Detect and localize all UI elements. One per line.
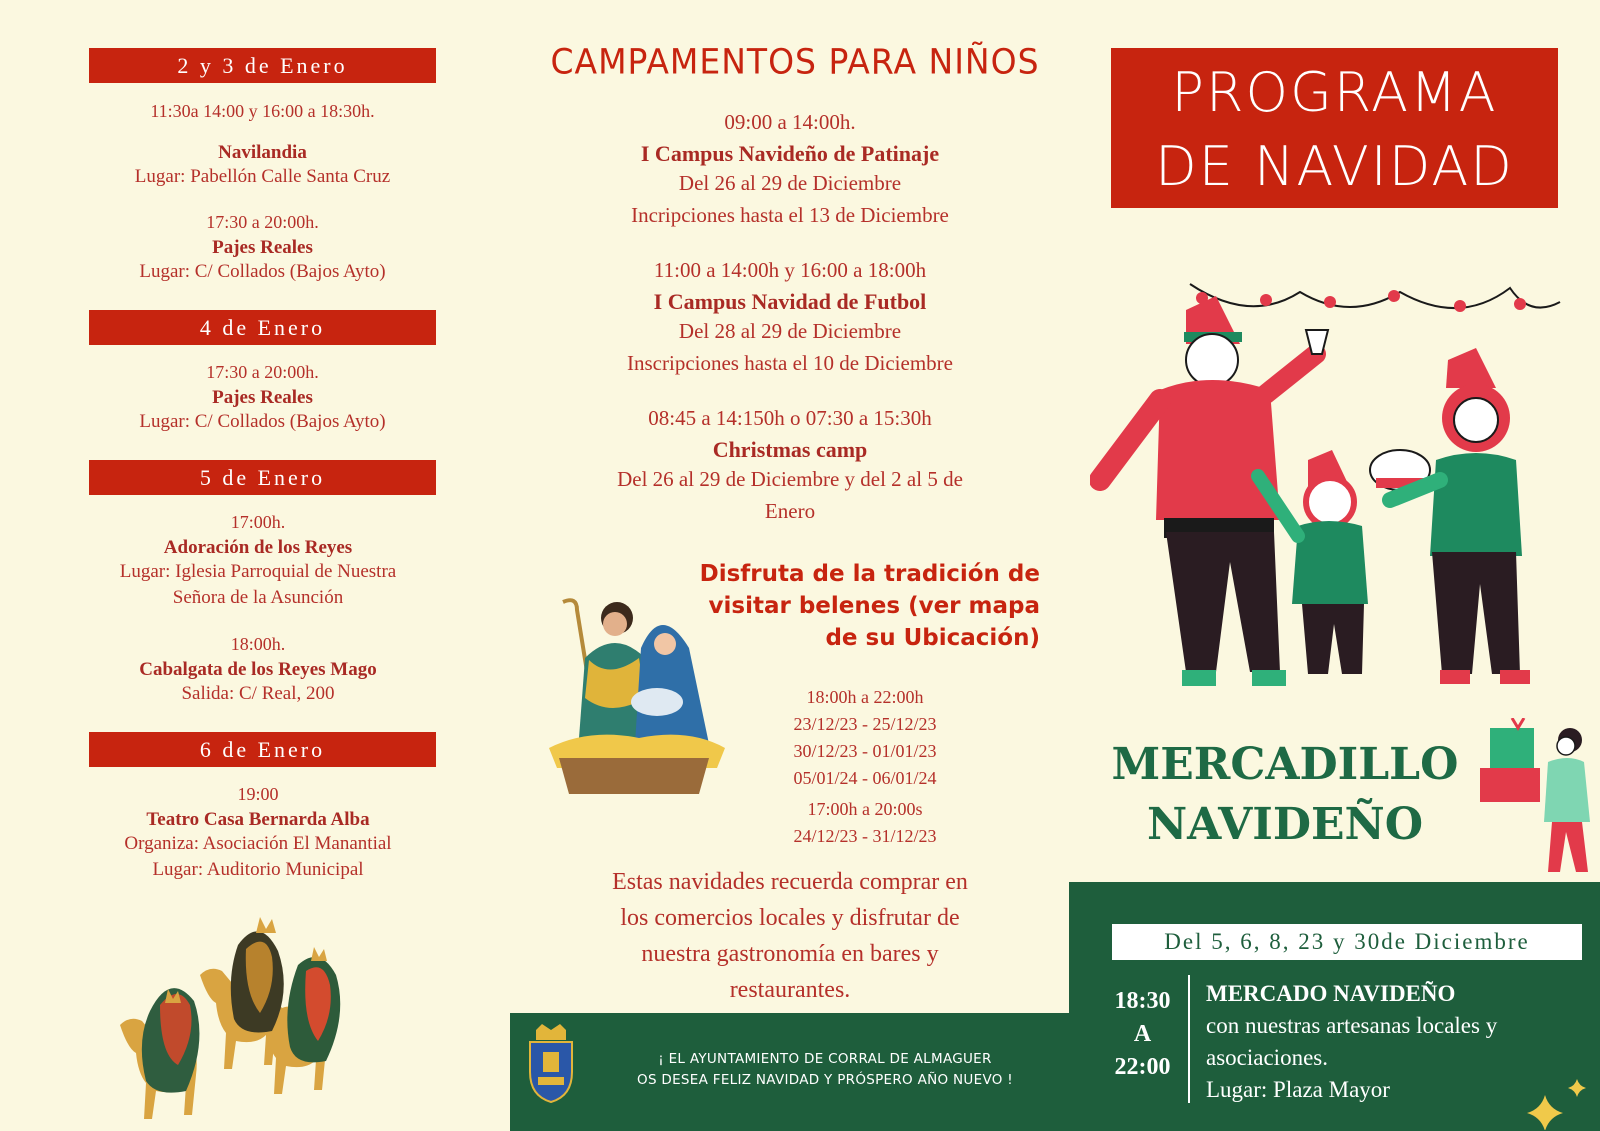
shop-local-message [560, 864, 1020, 1008]
event-location: Lugar: Pabellón Calle Santa Cruz [134, 166, 391, 187]
camp-dates-cont: Enero [764, 499, 816, 523]
camp-title: I Campus Navideño de Patinaje [640, 141, 940, 166]
event-teatro [80, 784, 436, 883]
message-line: nuestra gastronomía en bares y [641, 941, 939, 967]
event-organizer: Organiza: Asociación El Manantial [124, 833, 392, 854]
belenes-title [690, 558, 1040, 654]
event-navilandia [89, 101, 436, 190]
event-adoracion-reyes [80, 512, 436, 611]
event-time: 17:30 a 20:00h. [206, 362, 319, 382]
greeting-line: ¡ EL AYUNTAMIENTO DE CORRAL DE ALMAGUER [658, 1051, 992, 1067]
event-time: 19:00 [237, 784, 279, 804]
camp-dates: Del 26 al 29 de Diciembre y del 2 al 5 de [617, 467, 963, 491]
market-info-line: asociaciones. [1206, 1045, 1328, 1070]
event-time: 17:00h. [230, 512, 286, 532]
camp-dates: Del 28 al 29 de Diciembre [678, 319, 902, 343]
camp-inscription: Inscripciones hasta el 10 de Diciembre [627, 351, 953, 375]
schedule-line: 23/12/23 - 25/12/23 [793, 714, 937, 734]
market-title [1100, 735, 1470, 855]
program-title-line: PROGRAMA [1171, 61, 1498, 124]
schedule-line: 18:00h a 22:00h [806, 687, 924, 707]
event-title: Navilandia [218, 142, 307, 163]
market-dates: Del 5, 6, 8, 23 y 30de Diciembre [1112, 924, 1582, 960]
gift-girl-illustration [1470, 718, 1592, 880]
belenes-title-line: visitar belenes (ver mapa [708, 593, 1040, 619]
message-line: restaurantes. [729, 977, 851, 1003]
schedule-line: 17:00h a 20:00s [807, 799, 923, 819]
market-end-time: 22:00 [1114, 1054, 1171, 1080]
market-title-line: NAVIDEÑO [1146, 799, 1424, 850]
market-info-title: MERCADO NAVIDEÑO [1206, 981, 1456, 1006]
date-header-2-3-enero: 2 y 3 de Enero [89, 48, 436, 83]
belenes-title-line: Disfruta de la tradición de [699, 561, 1040, 587]
event-title: Pajes Reales [212, 237, 313, 258]
camps-title: CAMPAMENTOS PARA NIÑOS [550, 41, 1040, 82]
camp-time: 08:45 a 14:150h o 07:30 a 15:30h [648, 406, 932, 430]
camp-time: 09:00 a 14:00h. [724, 110, 856, 134]
camp-christmas [560, 406, 1020, 527]
greeting-line: OS DESEA FELIZ NAVIDAD Y PRÓSPERO AÑO NUEVO ! [637, 1072, 1013, 1088]
market-start-time: 18:30 [1114, 988, 1171, 1014]
program-title [1111, 56, 1558, 204]
three-kings-illustration [110, 915, 370, 1131]
date-header-6-enero: 6 de Enero [89, 732, 436, 767]
schedule-line: 30/12/23 - 01/01/23 [793, 741, 937, 761]
market-hours [1105, 985, 1180, 1084]
event-title: Adoración de los Reyes [163, 537, 353, 558]
camp-title: Christmas camp [712, 437, 868, 462]
camp-futbol [560, 258, 1020, 379]
message-line: Estas navidades recuerda comprar en [612, 869, 968, 895]
event-location: Lugar: C/ Collados (Bajos Ayto) [139, 261, 386, 282]
event-location: Salida: C/ Real, 200 [181, 683, 335, 704]
event-location-cont: Señora de la Asunción [172, 587, 344, 608]
camp-inscription: Incripciones hasta el 13 de Diciembre [631, 203, 949, 227]
event-title: Teatro Casa Bernarda Alba [146, 809, 370, 830]
town-greeting [600, 1049, 1050, 1091]
market-divider [1188, 975, 1190, 1103]
event-title: Cabalgata de los Reyes Mago [139, 659, 377, 680]
event-pajes-reales-2 [89, 362, 436, 435]
schedule-line: 24/12/23 - 31/12/23 [793, 826, 937, 846]
event-title: Pajes Reales [212, 387, 313, 408]
event-location: Lugar: Iglesia Parroquial de Nuestra [119, 561, 397, 582]
coat-of-arms-logo [526, 1022, 576, 1104]
event-time: 18:00h. [230, 634, 286, 654]
camp-time: 11:00 a 14:00h y 16:00 a 18:00h [653, 258, 927, 282]
family-illustration [1090, 270, 1568, 710]
program-title-line: DE NAVIDAD [1155, 135, 1514, 198]
event-time: 17:30 a 20:00h. [206, 212, 319, 232]
message-line: los comercios locales y disfrutar de [620, 905, 960, 931]
belenes-schedule [740, 684, 990, 850]
sparkle-icon [1525, 1075, 1595, 1130]
event-cabalgata [80, 634, 436, 707]
camp-patinaje [560, 110, 1020, 231]
date-header-4-enero: 4 de Enero [89, 310, 436, 345]
date-header-5-enero: 5 de Enero [89, 460, 436, 495]
market-location: Lugar: Plaza Mayor [1206, 1077, 1390, 1102]
market-time-separator: A [1133, 1021, 1152, 1047]
market-info-line: con nuestras artesanas locales y [1206, 1013, 1498, 1038]
event-pajes-reales-1 [89, 212, 436, 285]
schedule-line: 05/01/24 - 06/01/24 [793, 768, 937, 788]
event-time: 11:30a 14:00 y 16:00 a 18:30h. [150, 101, 375, 121]
event-location: Lugar: C/ Collados (Bajos Ayto) [139, 411, 386, 432]
belenes-title-line: de su Ubicación) [825, 625, 1040, 651]
camp-title: I Campus Navidad de Futbol [653, 289, 927, 314]
event-location: Lugar: Auditorio Municipal [152, 859, 364, 880]
market-title-line: MERCADILLO [1111, 739, 1459, 790]
camp-dates: Del 26 al 29 de Diciembre [678, 171, 902, 195]
